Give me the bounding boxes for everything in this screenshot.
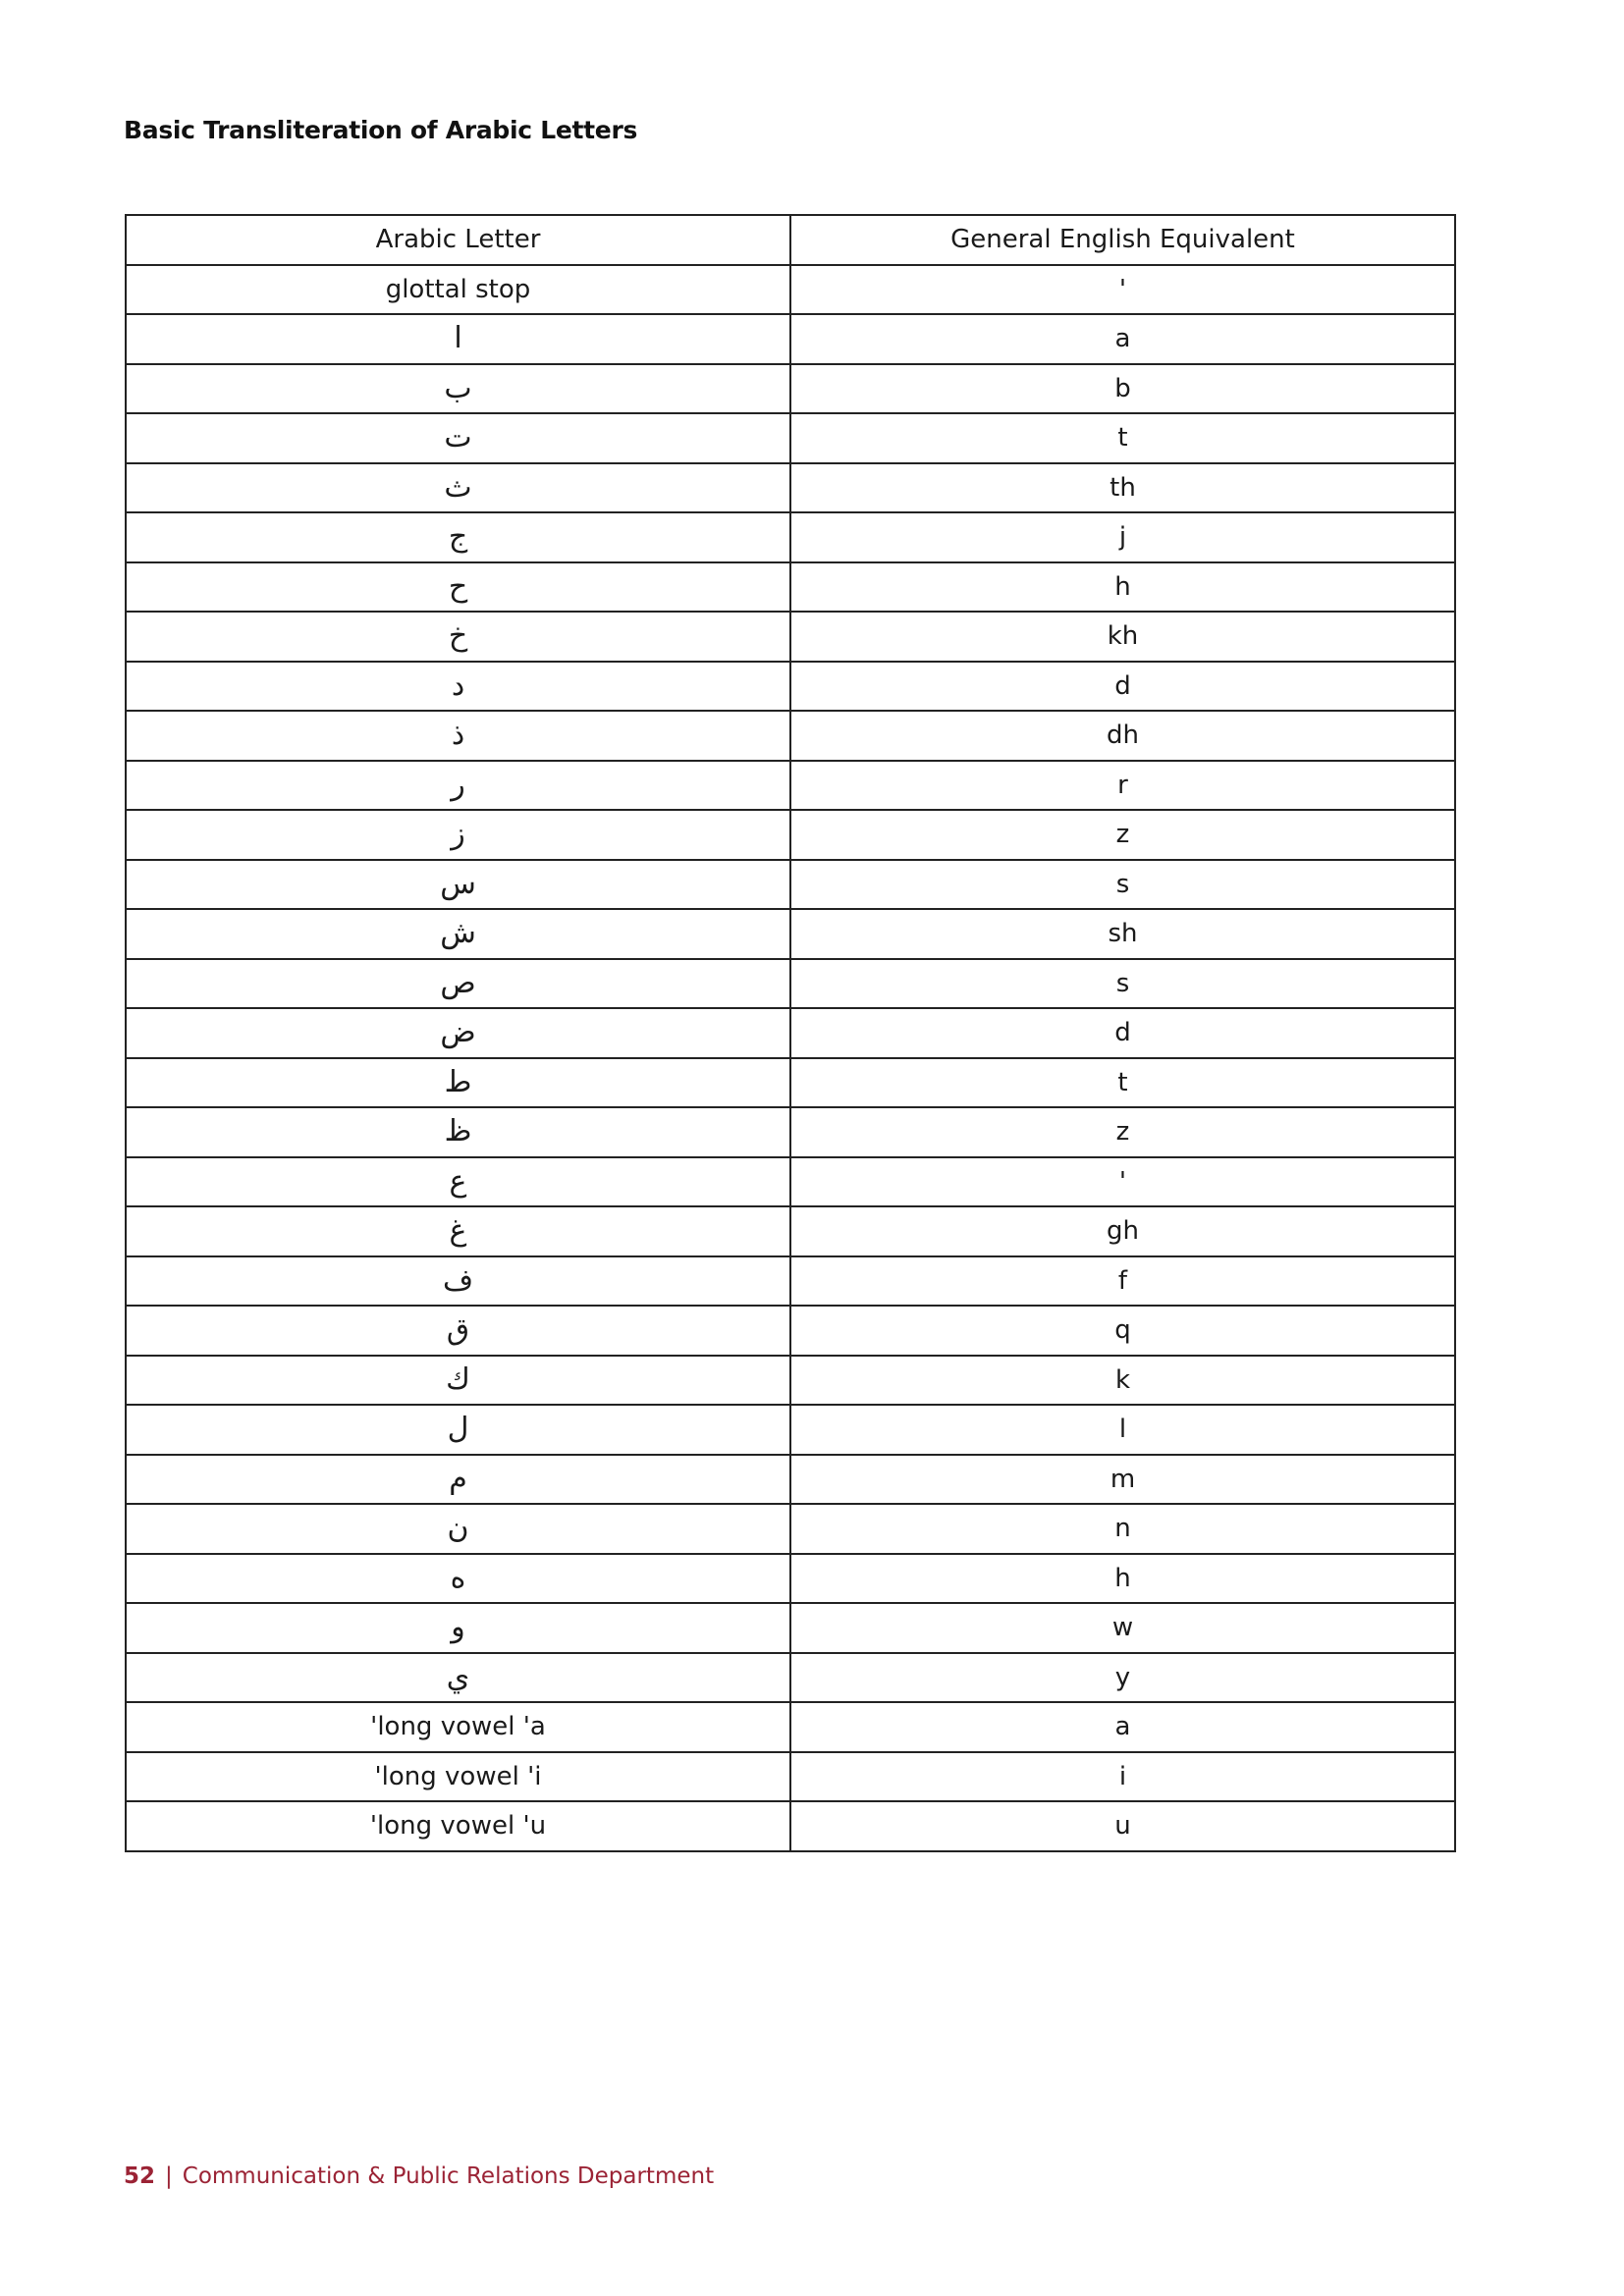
page-title: Basic Transliteration of Arabic Letters	[124, 116, 638, 144]
table-row	[126, 1206, 1455, 1256]
arabic-letter-cell: ص	[126, 959, 790, 1009]
arabic-letter-cell: ك	[126, 1356, 790, 1406]
table-row	[126, 959, 1455, 1009]
arabic-letter-cell: ظ	[126, 1107, 790, 1157]
arabic-letter-cell: و	[126, 1603, 790, 1653]
english-equivalent-cell: r	[790, 761, 1455, 811]
arabic-letter-cell: خ	[126, 612, 790, 662]
english-equivalent-cell: d	[790, 662, 1455, 712]
english-equivalent-cell: j	[790, 512, 1455, 562]
table-row	[126, 1008, 1455, 1058]
arabic-letter-cell: ي	[126, 1653, 790, 1703]
english-equivalent-cell: h	[790, 562, 1455, 613]
arabic-letter-cell: ا	[126, 314, 790, 364]
arabic-letter-cell: ع	[126, 1157, 790, 1207]
arabic-letter-cell: ح	[126, 562, 790, 613]
page-number: 52	[124, 2163, 156, 2189]
department-name: Communication & Public Relations Department	[182, 2163, 715, 2189]
english-equivalent-cell: z	[790, 1107, 1455, 1157]
arabic-letter-cell: glottal stop	[126, 265, 790, 315]
english-equivalent-cell: s	[790, 860, 1455, 910]
column-header-english-equivalent: General English Equivalent	[790, 215, 1455, 265]
table-row	[126, 810, 1455, 860]
english-equivalent-cell: l	[790, 1405, 1455, 1455]
arabic-letter-cell: ذ	[126, 711, 790, 761]
arabic-letter-cell: ت	[126, 413, 790, 463]
table-row	[126, 1653, 1455, 1703]
english-equivalent-cell: m	[790, 1455, 1455, 1505]
english-equivalent-cell: b	[790, 364, 1455, 414]
table-row	[126, 1405, 1455, 1455]
table-row	[126, 662, 1455, 712]
english-equivalent-cell: d	[790, 1008, 1455, 1058]
arabic-letter-cell: ش	[126, 909, 790, 959]
arabic-letter-cell: د	[126, 662, 790, 712]
arabic-letter-cell: ج	[126, 512, 790, 562]
table-row	[126, 1157, 1455, 1207]
table-row	[126, 1356, 1455, 1406]
english-equivalent-cell: a	[790, 314, 1455, 364]
arabic-letter-cell: ن	[126, 1504, 790, 1554]
arabic-letter-cell: س	[126, 860, 790, 910]
table-row	[126, 1107, 1455, 1157]
english-equivalent-cell: i	[790, 1752, 1455, 1802]
page-footer	[124, 2163, 714, 2189]
table-row	[126, 1554, 1455, 1604]
header-row	[126, 215, 1455, 265]
arabic-letter-cell: ل	[126, 1405, 790, 1455]
table-row	[126, 612, 1455, 662]
table-row	[126, 761, 1455, 811]
arabic-letter-cell: ط	[126, 1058, 790, 1108]
arabic-letter-cell: ق	[126, 1306, 790, 1356]
table-row	[126, 1702, 1455, 1752]
table-row	[126, 463, 1455, 513]
table-row	[126, 1603, 1455, 1653]
table-row	[126, 562, 1455, 613]
column-header-arabic-letter: Arabic Letter	[126, 215, 790, 265]
table-row	[126, 413, 1455, 463]
arabic-letter-cell: ب	[126, 364, 790, 414]
table-row	[126, 711, 1455, 761]
arabic-letter-cell: ف	[126, 1256, 790, 1307]
english-equivalent-cell: y	[790, 1653, 1455, 1703]
arabic-letter-cell: 'long vowel 'u	[126, 1801, 790, 1851]
english-equivalent-cell: h	[790, 1554, 1455, 1604]
table-body	[126, 265, 1455, 1851]
table-header	[126, 215, 1455, 265]
english-equivalent-cell: gh	[790, 1206, 1455, 1256]
arabic-letter-cell: ض	[126, 1008, 790, 1058]
english-equivalent-cell: sh	[790, 909, 1455, 959]
english-equivalent-cell: n	[790, 1504, 1455, 1554]
table-row	[126, 1801, 1455, 1851]
english-equivalent-cell: a	[790, 1702, 1455, 1752]
english-equivalent-cell: f	[790, 1256, 1455, 1307]
english-equivalent-cell: t	[790, 1058, 1455, 1108]
table-row	[126, 1455, 1455, 1505]
english-equivalent-cell: th	[790, 463, 1455, 513]
table-row	[126, 1504, 1455, 1554]
arabic-letter-cell: غ	[126, 1206, 790, 1256]
table-row	[126, 314, 1455, 364]
english-equivalent-cell: s	[790, 959, 1455, 1009]
english-equivalent-cell: k	[790, 1356, 1455, 1406]
arabic-letter-cell: ث	[126, 463, 790, 513]
english-equivalent-cell: t	[790, 413, 1455, 463]
english-equivalent-cell: '	[790, 265, 1455, 315]
table-row	[126, 860, 1455, 910]
arabic-letter-cell: 'long vowel 'i	[126, 1752, 790, 1802]
table-row	[126, 512, 1455, 562]
table-row	[126, 1058, 1455, 1108]
english-equivalent-cell: w	[790, 1603, 1455, 1653]
table-row	[126, 1256, 1455, 1307]
arabic-letter-cell: ه	[126, 1554, 790, 1604]
english-equivalent-cell: kh	[790, 612, 1455, 662]
transliteration-table	[125, 214, 1456, 1852]
arabic-letter-cell: ر	[126, 761, 790, 811]
english-equivalent-cell: z	[790, 810, 1455, 860]
english-equivalent-cell: q	[790, 1306, 1455, 1356]
table-row	[126, 1306, 1455, 1356]
table-row	[126, 364, 1455, 414]
arabic-letter-cell: 'long vowel 'a	[126, 1702, 790, 1752]
english-equivalent-cell: '	[790, 1157, 1455, 1207]
arabic-letter-cell: م	[126, 1455, 790, 1505]
english-equivalent-cell: dh	[790, 711, 1455, 761]
arabic-letter-cell: ز	[126, 810, 790, 860]
table-row	[126, 1752, 1455, 1802]
footer-separator: |	[165, 2163, 173, 2189]
english-equivalent-cell: u	[790, 1801, 1455, 1851]
table-row	[126, 909, 1455, 959]
table-row	[126, 265, 1455, 315]
